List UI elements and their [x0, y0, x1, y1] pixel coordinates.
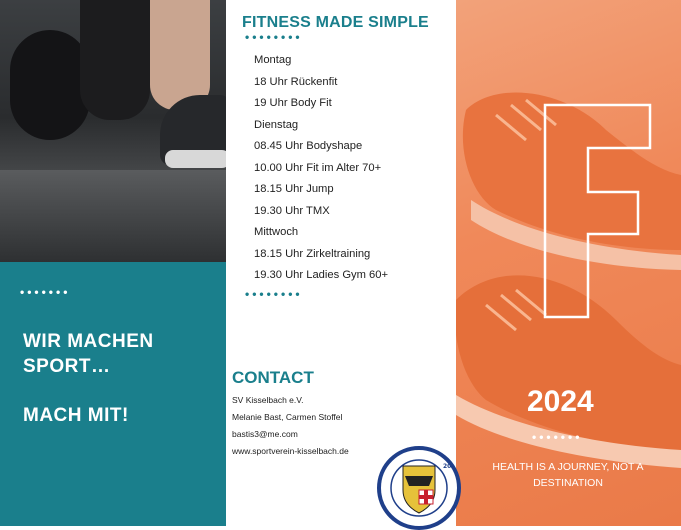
schedule-day: Mittwoch	[254, 226, 299, 238]
schedule-item: 19.30 Uhr TMX	[254, 204, 330, 217]
contact-club: SV Kisselbach e.V.	[232, 395, 304, 405]
decor-dots-left: •••••••	[20, 285, 71, 299]
tagline: HEALTH IS A JOURNEY, NOT A DESTINATION	[492, 461, 644, 489]
year-label: 2024	[527, 385, 594, 418]
decor-dots-schedule: ••••••••	[245, 287, 303, 301]
knee-shape	[10, 30, 90, 140]
shoe-sole-shape	[165, 150, 226, 168]
schedule-item: 18.15 Uhr Jump	[254, 183, 334, 195]
schedule-item: 18 Uhr Rückenfit	[254, 75, 338, 88]
schedule-item: 19 Uhr Body Fit	[254, 97, 332, 109]
schedule-item: 10.00 Uhr Fit im Alter 70+	[254, 161, 382, 174]
svg-text:20: 20	[443, 463, 452, 470]
decor-dots-right: •••••••	[532, 430, 583, 444]
contact-email[interactable]: bastis3@me.com	[232, 429, 298, 439]
slogan-panel	[0, 262, 226, 526]
contact-website[interactable]: www.sportverein-kisselbach.de	[232, 446, 349, 456]
schedule-day: Dienstag	[254, 118, 299, 131]
big-letter-f	[540, 100, 656, 322]
sneaker-photo	[0, 0, 226, 262]
schedule-day: Montag	[254, 54, 292, 66]
club-logo	[377, 446, 461, 530]
page-title: FITNESS MADE SIMPLE	[242, 14, 429, 31]
leg-shape	[80, 0, 150, 120]
schedule-item: 19.30 Uhr Ladies Gym 60+	[254, 269, 389, 281]
schedule-list	[254, 50, 388, 287]
slogan-line-1: WIR MACHEN	[23, 331, 154, 352]
contact-heading: CONTACT	[232, 368, 314, 387]
decor-dots-heading: ••••••••	[245, 30, 303, 44]
slogan-line-2: SPORT…	[23, 356, 111, 377]
arm-shape	[150, 0, 210, 110]
floor-shape	[0, 170, 226, 262]
slogan-line-3: MACH MIT!	[23, 405, 129, 426]
contact-names: Melanie Bast, Carmen Stoffel	[232, 412, 343, 422]
schedule-item: 08.45 Uhr Bodyshape	[254, 140, 363, 152]
schedule-item: 18.15 Uhr Zirkeltraining	[254, 247, 371, 260]
